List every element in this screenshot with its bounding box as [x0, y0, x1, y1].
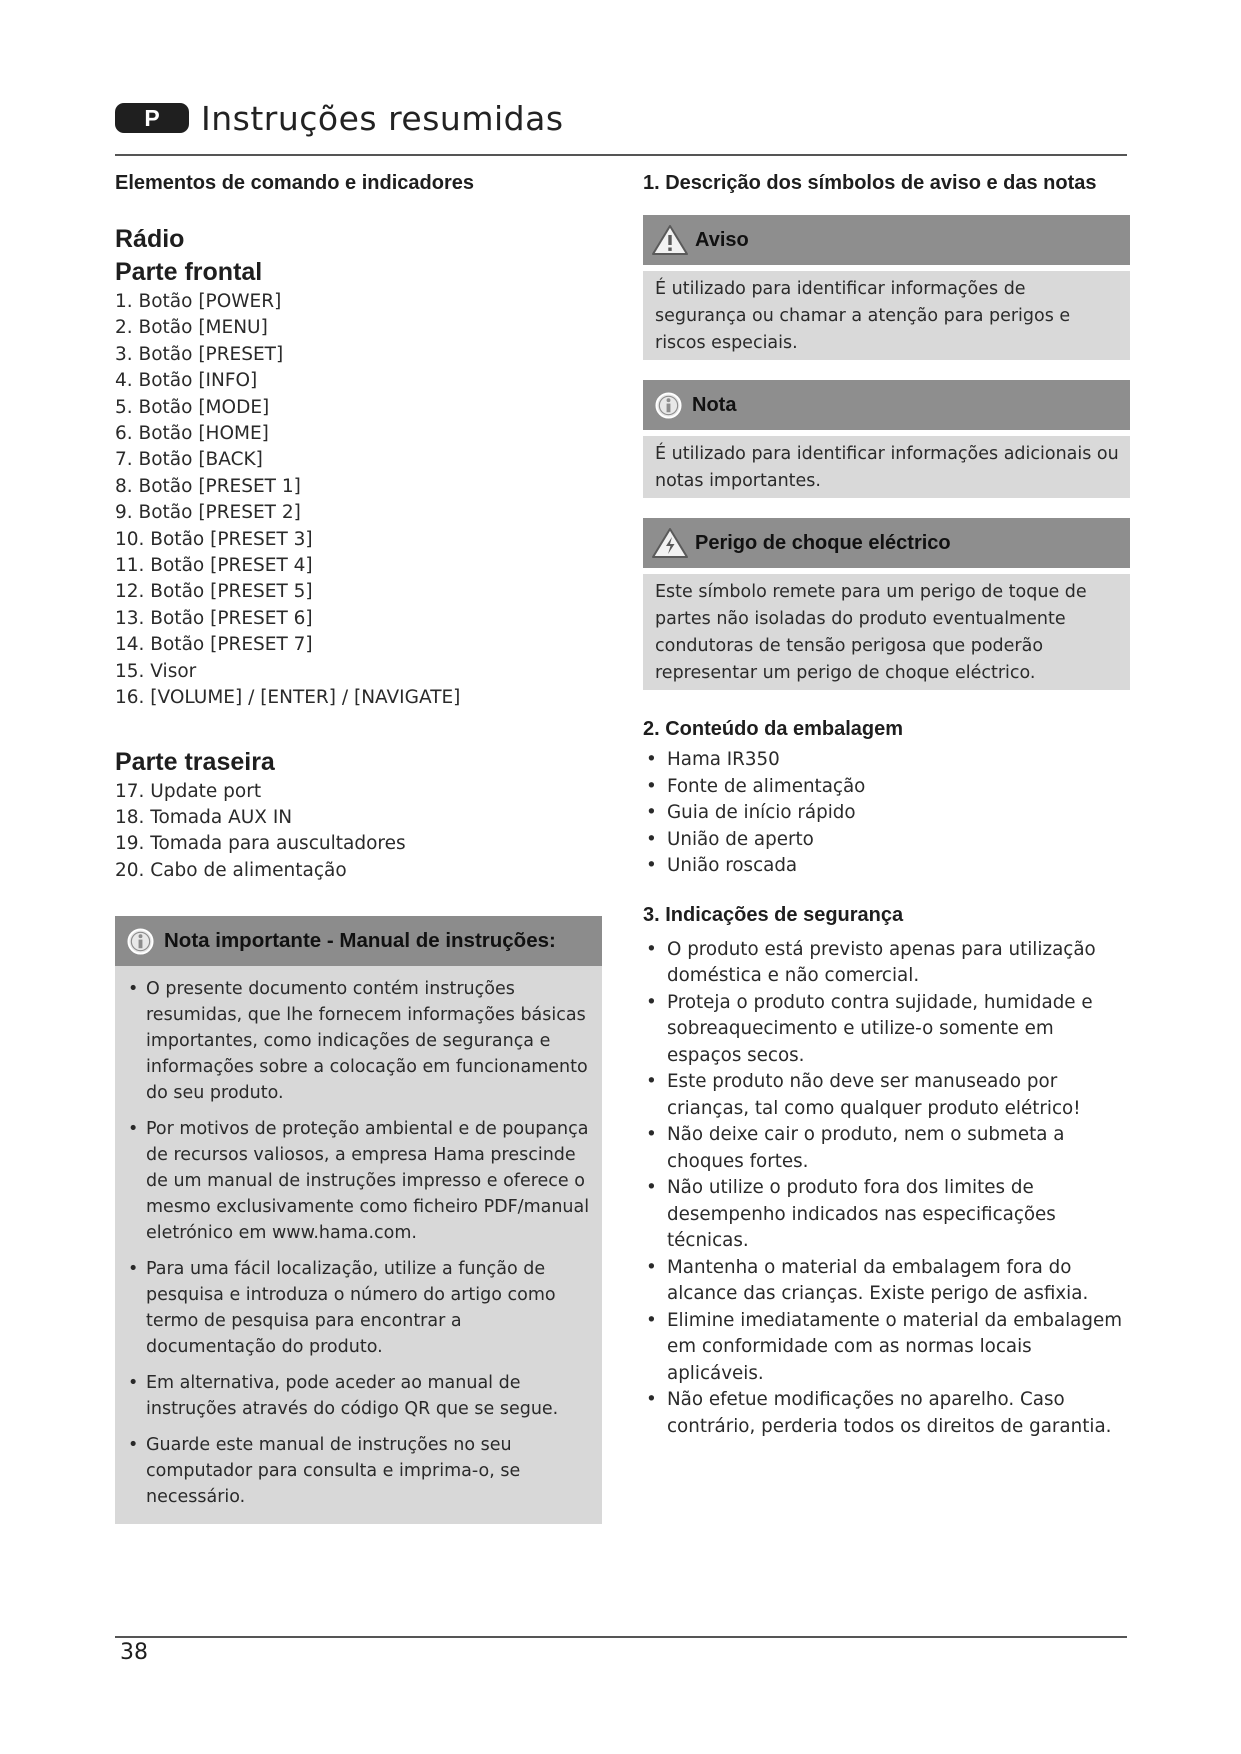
- list-item: 3. Botão [PRESET]: [115, 343, 284, 365]
- package-heading: 2. Conteúdo da embalagem: [643, 718, 904, 740]
- warning-triangle-icon: [651, 224, 689, 256]
- list-item: 5. Botão [MODE]: [115, 396, 270, 418]
- important-note-title: Nota importante - Manual de instruções:: [164, 929, 556, 953]
- list-item: 9. Botão [PRESET 2]: [115, 502, 301, 524]
- list-item: • União roscada: [643, 853, 1133, 880]
- safety-list: [643, 937, 1133, 1441]
- list-item: 8. Botão [PRESET 1]: [115, 475, 301, 497]
- warning-header: [643, 215, 1130, 265]
- nota-header: [643, 380, 1130, 430]
- list-item: • Não efetue modificações no aparelho. Caso contrário, perderia todos os direitos de garantia.: [643, 1387, 1133, 1440]
- nota-title: Nota: [692, 393, 737, 416]
- front-heading: Parte frontal: [115, 258, 263, 286]
- left-column: [115, 172, 605, 1524]
- list-item: 10. Botão [PRESET 3]: [115, 528, 313, 550]
- radio-heading: Rádio: [115, 225, 185, 253]
- list-item: 18. Tomada AUX IN: [115, 806, 293, 828]
- controls-heading: Elementos de comando e indicadores: [115, 172, 474, 194]
- list-item: 16. [VOLUME] / [ENTER] / [NAVIGATE]: [115, 687, 461, 709]
- nota-text: É utilizado para identificar informações adicionais ou notas importantes.: [643, 436, 1130, 498]
- back-heading: Parte traseira: [115, 747, 275, 776]
- list-item: 15. Visor: [115, 660, 197, 682]
- page-header: [115, 96, 564, 140]
- list-item: 14. Botão [PRESET 7]: [115, 634, 313, 656]
- list-item: 17. Update port: [115, 780, 262, 802]
- right-column: [643, 172, 1133, 1440]
- list-item: • Guia de início rápido: [643, 800, 1133, 827]
- important-note-body: [115, 966, 602, 1524]
- list-item: • Proteja o produto contra sujidade, humidade e sobreaquecimento e utilize-o somente em espaços secos.: [643, 990, 1133, 1070]
- note-item: • Guarde este manual de instruções no seu computador para consulta e imprima-o, se necessário.: [115, 1432, 602, 1520]
- note-item: • Em alternativa, pode aceder ao manual de instruções através do código QR que se segue.: [115, 1370, 602, 1432]
- list-item: • Não deixe cair o produto, nem o submeta a choques fortes.: [643, 1122, 1133, 1175]
- important-note-header: [115, 916, 602, 966]
- list-item: • União de aperto: [643, 827, 1133, 854]
- warning-box: [643, 215, 1130, 360]
- list-item: 2. Botão [MENU]: [115, 317, 268, 339]
- safety-heading: 3. Indicações de segurança: [643, 903, 904, 926]
- list-item: • Elimine imediatamente o material da embalagem em conformidade com as normas locais aplicáveis.: [643, 1308, 1133, 1388]
- shock-box: [643, 518, 1130, 690]
- page-title: Instruções resumidas: [201, 98, 564, 138]
- back-controls-list: [115, 779, 605, 885]
- list-item: • Este produto não deve ser manuseado por crianças, tal como qualquer produto elétrico!: [643, 1069, 1133, 1122]
- warning-text: É utilizado para identificar informações de segurança ou chamar a atenção para perigos e riscos especiais.: [643, 271, 1130, 360]
- info-icon: [655, 392, 682, 419]
- page-number: 38: [120, 1640, 148, 1665]
- header-divider: [115, 154, 1127, 156]
- electric-shock-icon: [651, 527, 689, 559]
- shock-text: Este símbolo remete para um perigo de toque de partes não isoladas do produto eventualmente condutoras de tensão perigosa que poderão representar um perigo de choque eléctrico.: [643, 574, 1130, 690]
- list-item: 20. Cabo de alimentação: [115, 859, 347, 881]
- important-note-box: [115, 916, 602, 1524]
- shock-title: Perigo de choque eléctrico: [695, 531, 951, 554]
- list-item: • O produto está previsto apenas para utilização doméstica e não comercial.: [643, 937, 1133, 990]
- package-list: [643, 747, 1133, 880]
- shock-header: [643, 518, 1130, 568]
- list-item: 12. Botão [PRESET 5]: [115, 581, 313, 603]
- list-item: 1. Botão [POWER]: [115, 291, 282, 312]
- footer-divider: [115, 1636, 1127, 1638]
- list-item: 4. Botão [INFO]: [115, 370, 258, 392]
- list-item: • Não utilize o produto fora dos limites de desempenho indicados nas especificações técnicas.: [643, 1175, 1133, 1255]
- note-item: • Por motivos de proteção ambiental e de poupança de recursos valiosos, a empresa Hama prescinde de um manual de instruções impresso e oferece o mesmo exclusivamente como ficheiro PDF/manual eletrónico em www.hama.com.: [115, 1116, 602, 1256]
- warning-title: Aviso: [695, 228, 749, 251]
- list-item: 11. Botão [PRESET 4]: [115, 555, 313, 577]
- info-icon: [127, 928, 154, 955]
- list-item: 7. Botão [BACK]: [115, 449, 263, 471]
- list-item: 6. Botão [HOME]: [115, 423, 269, 445]
- list-item: 13. Botão [PRESET 6]: [115, 607, 313, 629]
- note-item: • Para uma fácil localização, utilize a função de pesquisa e introduza o número do artigo como termo de pesquisa para encontrar a documentação do produto.: [115, 1256, 602, 1370]
- list-item: • Mantenha o material da embalagem fora do alcance das crianças. Existe perigo de asfixia.: [643, 1255, 1133, 1308]
- note-item: • O presente documento contém instruções resumidas, que lhe fornecem informações básicas importantes, como indicações de segurança e informações sobre a colocação em funcionamento do seu produto.: [115, 976, 602, 1116]
- symbols-heading: 1. Descrição dos símbolos de aviso e das notas: [643, 172, 1097, 194]
- list-item: 19. Tomada para auscultadores: [115, 833, 406, 855]
- list-item: • Fonte de alimentação: [643, 774, 1133, 801]
- language-badge: P: [115, 103, 189, 133]
- front-controls-list: [115, 289, 605, 712]
- nota-box: [643, 380, 1130, 498]
- list-item: • Hama IR350: [643, 747, 1133, 774]
